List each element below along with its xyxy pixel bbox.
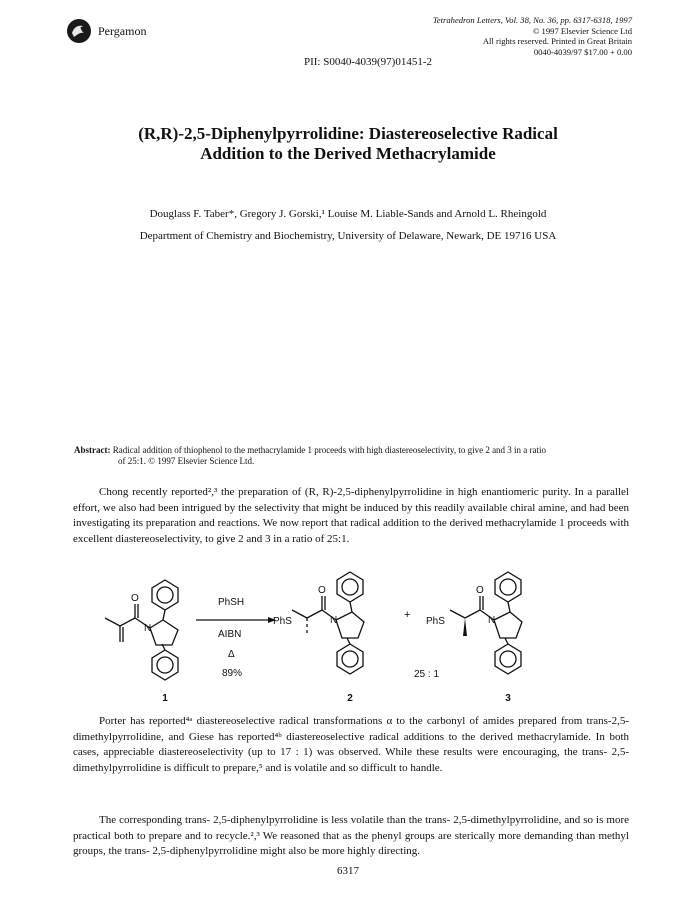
compound-1-oxygen: O: [131, 593, 139, 604]
abstract: [74, 445, 624, 467]
price-line: 0040-4039/97 $17.00 + 0.00: [533, 46, 632, 57]
rights-line: All rights reserved. Printed in Great Britain: [482, 36, 632, 47]
compound-3-nitrogen: N: [488, 615, 496, 626]
pii: PII: S0040-4039(97)01451-2: [303, 56, 433, 68]
compound-2-structure: [292, 572, 364, 674]
body-paragraph-1: [73, 485, 629, 547]
compound-2-phs: PhS: [273, 616, 292, 627]
reagent-aibn: AIBN: [218, 629, 242, 640]
article-title: [0, 124, 696, 164]
compound-2-oxygen: O: [318, 585, 326, 596]
compound-3-structure: [450, 572, 522, 674]
paragraph-text: Chong recently reported²,³ the preparation of (R, R)-2,5-diphenylpyrrolidine in high enantiomeric purity. In a parallel effort, we also had been intrigued by the selectivity that might be induced by this readily available chiral amine, and had been investigating its preparation and reactions. We now report that radical addition to the derived methacrylamide 1 proceeds with excellent diastereoselectivity, to give 2 and 3 in a ratio of 25:1.: [73, 486, 629, 545]
publisher-logo-block: [66, 18, 146, 44]
body-paragraph-2: [73, 714, 629, 776]
product-ratio: 25 : 1: [414, 669, 440, 680]
compound-3-phs: PhS: [426, 616, 445, 627]
compound-label-1: 1: [162, 693, 168, 704]
affiliation: Department of Chemistry and Biochemistry, University of Delaware, Newark, DE 19716 USA: [139, 230, 557, 242]
abstract-text-1: Radical addition of thiophenol to the methacrylamide 1 proceeds with high diastereoselectivity, to give 2 and 3 in a ratio: [112, 445, 547, 455]
pergamon-logo-icon: [66, 18, 92, 44]
yield: 89%: [222, 668, 243, 679]
compound-1-nitrogen: N: [144, 623, 152, 634]
reagent-phsh: PhSH: [218, 597, 245, 608]
body-paragraph-3: [73, 813, 629, 860]
reaction-scheme: [0, 560, 696, 710]
compound-1-structure: [105, 580, 178, 680]
publisher-name: Pergamon: [98, 23, 147, 38]
journal-info: [433, 15, 632, 57]
title-line-2: Addition to the Derived Methacrylamide: [200, 144, 496, 163]
heat-symbol: Δ: [228, 649, 235, 660]
paragraph-text: Porter has reported⁴ᵃ diastereoselective radical transformations α to the carbonyl of amides prepared from trans-2,5-dimethylpyrrolidine, and Giese has reported⁴ᵇ diastereoselective radical additions to the derived methacrylamide. In both cases, appreciable diastereoselectivity (up to 17 : 1) was observed. While these results were encouraging, the trans- 2,5-dimethylpyrrolidine is difficult to prepare,⁵ and is volatile and so difficult to handle.: [73, 715, 629, 774]
compound-2-nitrogen: N: [330, 615, 338, 626]
compound-label-3: 3: [505, 693, 511, 704]
paragraph-text: The corresponding trans- 2,5-diphenylpyrrolidine is less volatile than the trans- 2,5-dimethylpyrrolidine, and so is more practical both to prepare and to recycle.²,³ We reasoned that as the phenyl groups are sterically more demanding than methyl groups, the trans- 2,5-diphenylpyrrolidine might also be more highly directing.: [73, 814, 629, 858]
compound-3-oxygen: O: [476, 585, 484, 596]
journal-citation: Tetrahedron Letters, Vol. 38, No. 36, pp. 6317-6318, 1997: [432, 15, 632, 25]
compound-label-2: 2: [347, 693, 353, 704]
title-line-1: (R,R)-2,5-Diphenylpyrrolidine: Diastereoselective Radical: [138, 124, 558, 143]
copyright-line: © 1997 Elsevier Science Ltd: [532, 25, 632, 36]
plus-sign: +: [404, 609, 411, 621]
author-list: Douglass F. Taber*, Gregory J. Gorski,¹ Louise M. Liable-Sands and Arnold L. Rheingold: [149, 208, 547, 220]
abstract-text-2: of 25:1. © 1997 Elsevier Science Ltd.: [118, 456, 255, 466]
page-number: 6317: [337, 865, 359, 877]
abstract-label: Abstract:: [74, 445, 111, 455]
